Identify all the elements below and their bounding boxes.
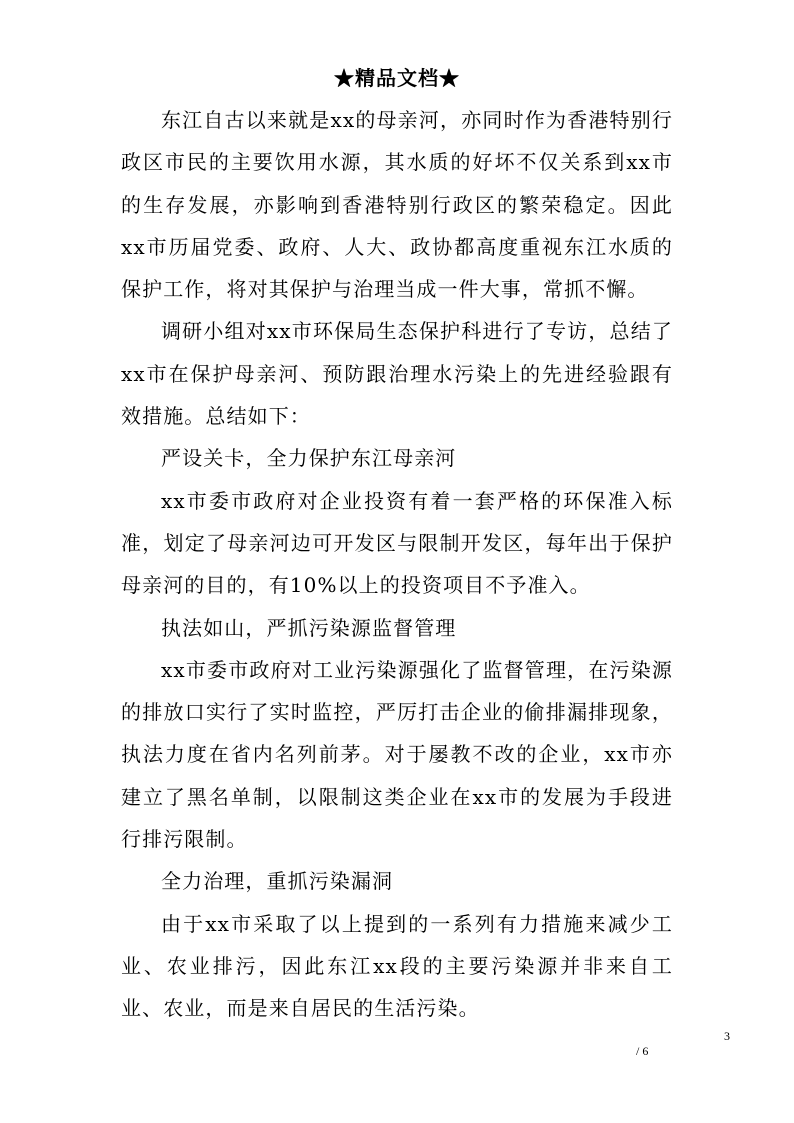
page-number: 3 bbox=[724, 1029, 730, 1043]
paragraph: xx市委市政府对企业投资有着一套严格的环保准入标准，划定了母亲河边可开发区与限制开发区，每年出于保护母亲河的目的，有10%以上的投资项目不予准入。 bbox=[121, 488, 673, 598]
section-heading: 全力治理，重抓污染漏洞 bbox=[161, 869, 394, 894]
document-header: ★精品文档★ bbox=[334, 66, 460, 90]
paragraph: 调研小组对xx市环保局生态保护科进行了专访，总结了xx市在保护母亲河、预防跟治理水污染上的先进经验跟有效措施。总结如下： bbox=[121, 319, 673, 429]
section-heading: 执法如山，严抓污染源监督管理 bbox=[161, 615, 457, 640]
paragraph: xx市委市政府对工业污染源强化了监督管理，在污染源的排放口实行了实时监控，严厉打击企业的偷排漏排现象，执法力度在省内名列前茅。对于屡教不改的企业，xx市亦建立了黑名单制，以限制这类企业在xx市的发展为手段进行排污限制。 bbox=[121, 657, 673, 852]
document-body bbox=[121, 99, 673, 1030]
page-total: / 6 bbox=[636, 1044, 649, 1058]
paragraph: 东江自古以来就是xx的母亲河，亦同时作为香港特别行政区市民的主要饮用水源，其水质的好坏不仅关系到xx市的生存发展，亦影响到香港特别行政区的繁荣稳定。因此xx市历届党委、政府、人大、政协都高度重视东江水质的保护工作，将对其保护与治理当成一件大事，常抓不懈。 bbox=[121, 108, 673, 302]
paragraph: 由于xx市采取了以上提到的一系列有力措施来减少工业、农业排污，因此东江xx段的主要污染源并非来自工业、农业，而是来自居民的生活污染。 bbox=[121, 911, 673, 1021]
section-heading: 严设关卡，全力保护东江母亲河 bbox=[161, 446, 457, 471]
